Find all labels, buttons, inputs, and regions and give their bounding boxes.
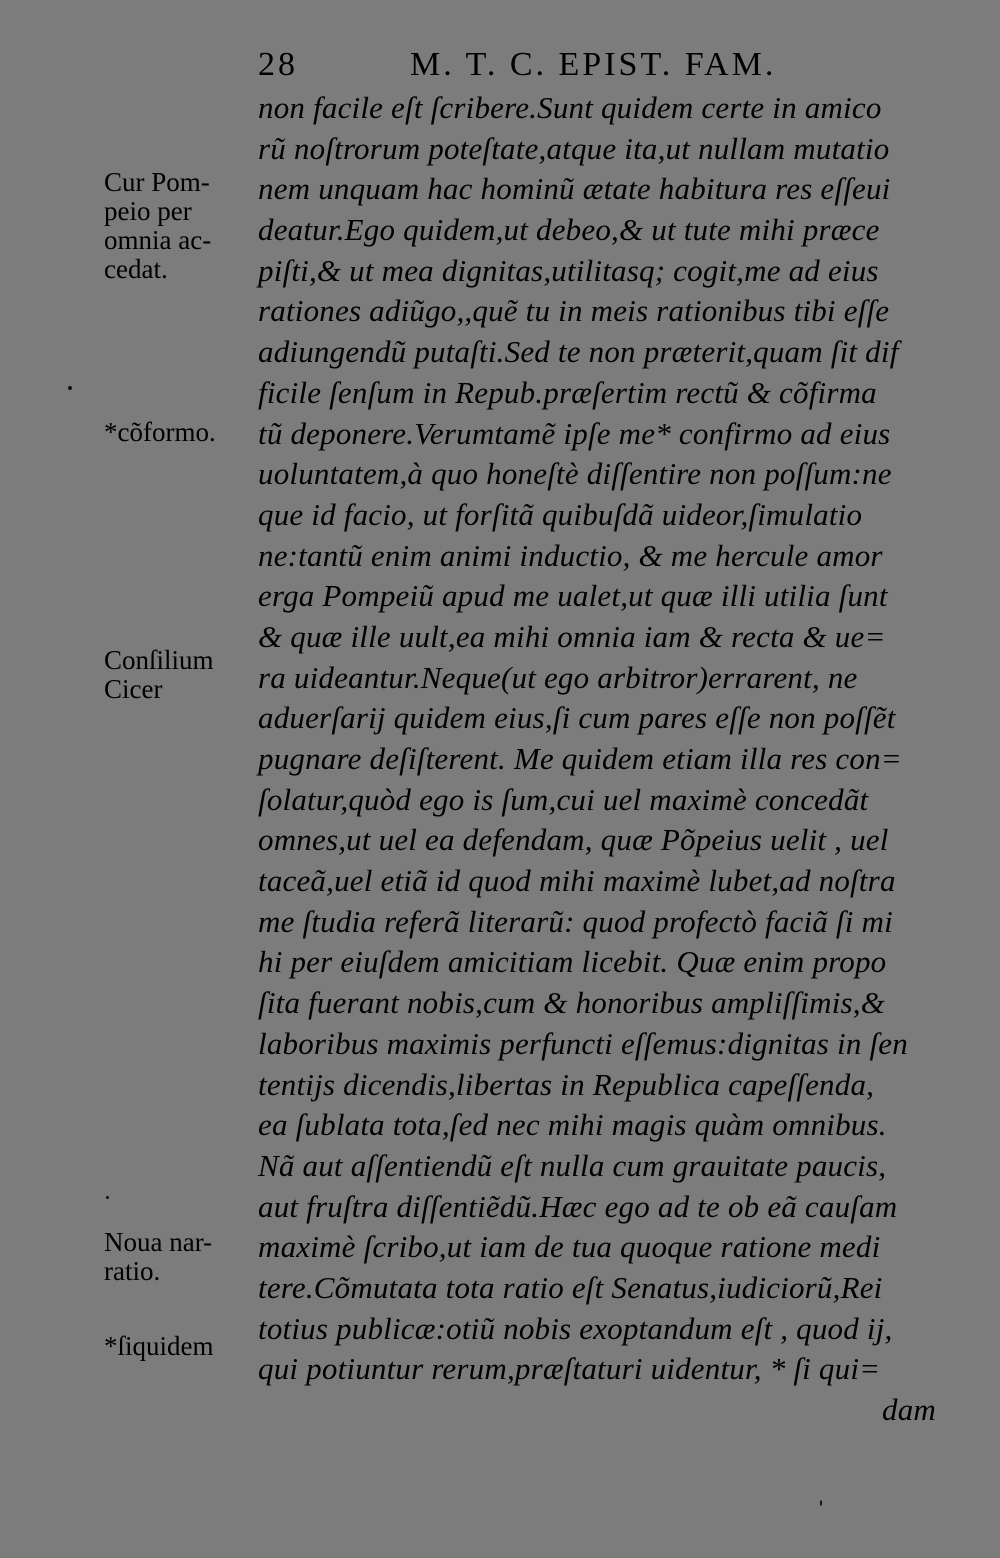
- text-line: ra uideantur.Neque(ut ego arbitror)errarent, ne: [258, 659, 858, 695]
- text-line: deatur.Ego quidem,ut debeo,& ut tute mihi præce: [258, 212, 880, 248]
- text-line: erga Pompeiũ apud me ualet,ut quæ illi utilia ſunt: [258, 578, 888, 614]
- page-number: 28: [258, 46, 298, 83]
- text-line: Nã aut aſſentiendũ eſt nulla cum grauitate paucis,: [258, 1147, 887, 1183]
- text-line: non facile eſt ſcribere.Sunt quidem certe in amico: [258, 90, 882, 125]
- margin-note-cur-pompeio: [104, 168, 254, 284]
- text-line: totius publicæ:otiũ nobis exoptandum eſt , quod ij,: [258, 1310, 893, 1346]
- text-line: laboribus maximis perfuncti eſſemus:dignitas in ſen: [258, 1025, 908, 1061]
- text-line: nem unquam hac hominũ ætate habitura res eſſeui: [258, 171, 891, 207]
- text-line: uoluntatem,à quo honeſtè diſſentire non poſſum:ne: [258, 456, 892, 492]
- margin-note-line: ratio.: [104, 1256, 161, 1286]
- margin-note-line: Cur Pom-: [104, 167, 210, 197]
- margin-note-noua-narratio: [104, 1228, 254, 1286]
- body-text: [258, 88, 948, 1431]
- text-line: hi per eiuſdem amicitiam licebit. Quæ enim propo: [258, 944, 887, 980]
- margin-note-line: *cõformo.: [104, 417, 216, 447]
- text-line: que id facio, ut forſitã quibuſdã uideor,ſimulatio: [258, 496, 863, 532]
- margin-note-line: Noua nar-: [104, 1227, 213, 1257]
- text-line: pugnare deſiſterent. Me quidem etiam illa res con=: [258, 741, 902, 776]
- catchword: dam: [882, 1392, 936, 1427]
- margin-note-line: Cicer: [104, 674, 163, 704]
- text-line: tentijs dicendis,libertas in Republica capeſſenda,: [258, 1066, 875, 1102]
- margin-note-line: *ſiquidem: [104, 1331, 214, 1361]
- text-line: rationes adiũgo,,quẽ tu in meis rationibus tibi eſſe: [258, 293, 890, 329]
- text-line: tũ deponere.Verumtamẽ ipſe me* confirmo ad eius: [258, 415, 891, 451]
- text-line: ficile ſenſum in Repub.præſertim rectũ & cõfirma: [258, 374, 877, 410]
- text-line: taceã,uel etiã id quod mihi maximè lubet,ad noſtra: [258, 863, 896, 899]
- text-line: aut fruſtra diſſentiẽdũ.Hæc ego ad te ob eã cauſam: [258, 1188, 898, 1224]
- text-line: piſti,& ut mea dignitas,utilitasq; cogit,me ad eius: [258, 252, 879, 288]
- text-line: adiungendũ putaſti.Sed te non præterit,quam ſit dif: [258, 334, 899, 370]
- ink-speck: [68, 386, 72, 390]
- text-line: ne:tantũ enim animi inductio, & me hercule amor: [258, 537, 883, 573]
- running-title: M. T. C. EPIST. FAM.: [410, 46, 777, 83]
- text-line: ſita fuerant nobis,cum & honoribus ampliſſimis,&: [258, 985, 886, 1021]
- text-line: tere.Cõmutata tota ratio eſt Senatus,iudiciorũ,Rei: [258, 1269, 883, 1305]
- margin-note-line: Conſilium: [104, 645, 214, 675]
- text-line: omnes,ut uel ea defendam, quæ Põpeius uelit , uel: [258, 822, 889, 858]
- text-line: maximè ſcribo,ut iam de tua quoque ratione medi: [258, 1229, 881, 1265]
- text-line: ea ſublata tota,ſed nec mihi magis quàm omnibus.: [258, 1107, 887, 1143]
- text-line: aduerſarij quidem eius,ſi cum pares eſſe non poſſẽt: [258, 700, 896, 736]
- margin-note-siquidem: [104, 1332, 254, 1361]
- text-line: me ſtudia referã literarũ: quod profectò faciã ſi mi: [258, 903, 893, 939]
- text-line: ſolatur,quòd ego is ſum,cui uel maximè concedãt: [258, 781, 869, 817]
- text-line: & quæ ille uult,ea mihi omnia iam & recta & ue=: [258, 618, 886, 654]
- margin-note-consilium: [104, 646, 254, 704]
- margin-note-line: cedat.: [104, 254, 168, 284]
- margin-note-line: peio per: [104, 196, 192, 226]
- margin-note-line: omnia ac-: [104, 225, 212, 255]
- ink-speck: [106, 1196, 109, 1199]
- text-line: qui potiuntur rerum,præſtaturi uidentur, * ſi qui=: [258, 1351, 881, 1387]
- ink-speck: [820, 1500, 822, 1506]
- text-line: rũ noſtrorum poteſtate,atque ita,ut nullam mutatio: [258, 130, 890, 166]
- margin-note-conformo: [104, 418, 254, 447]
